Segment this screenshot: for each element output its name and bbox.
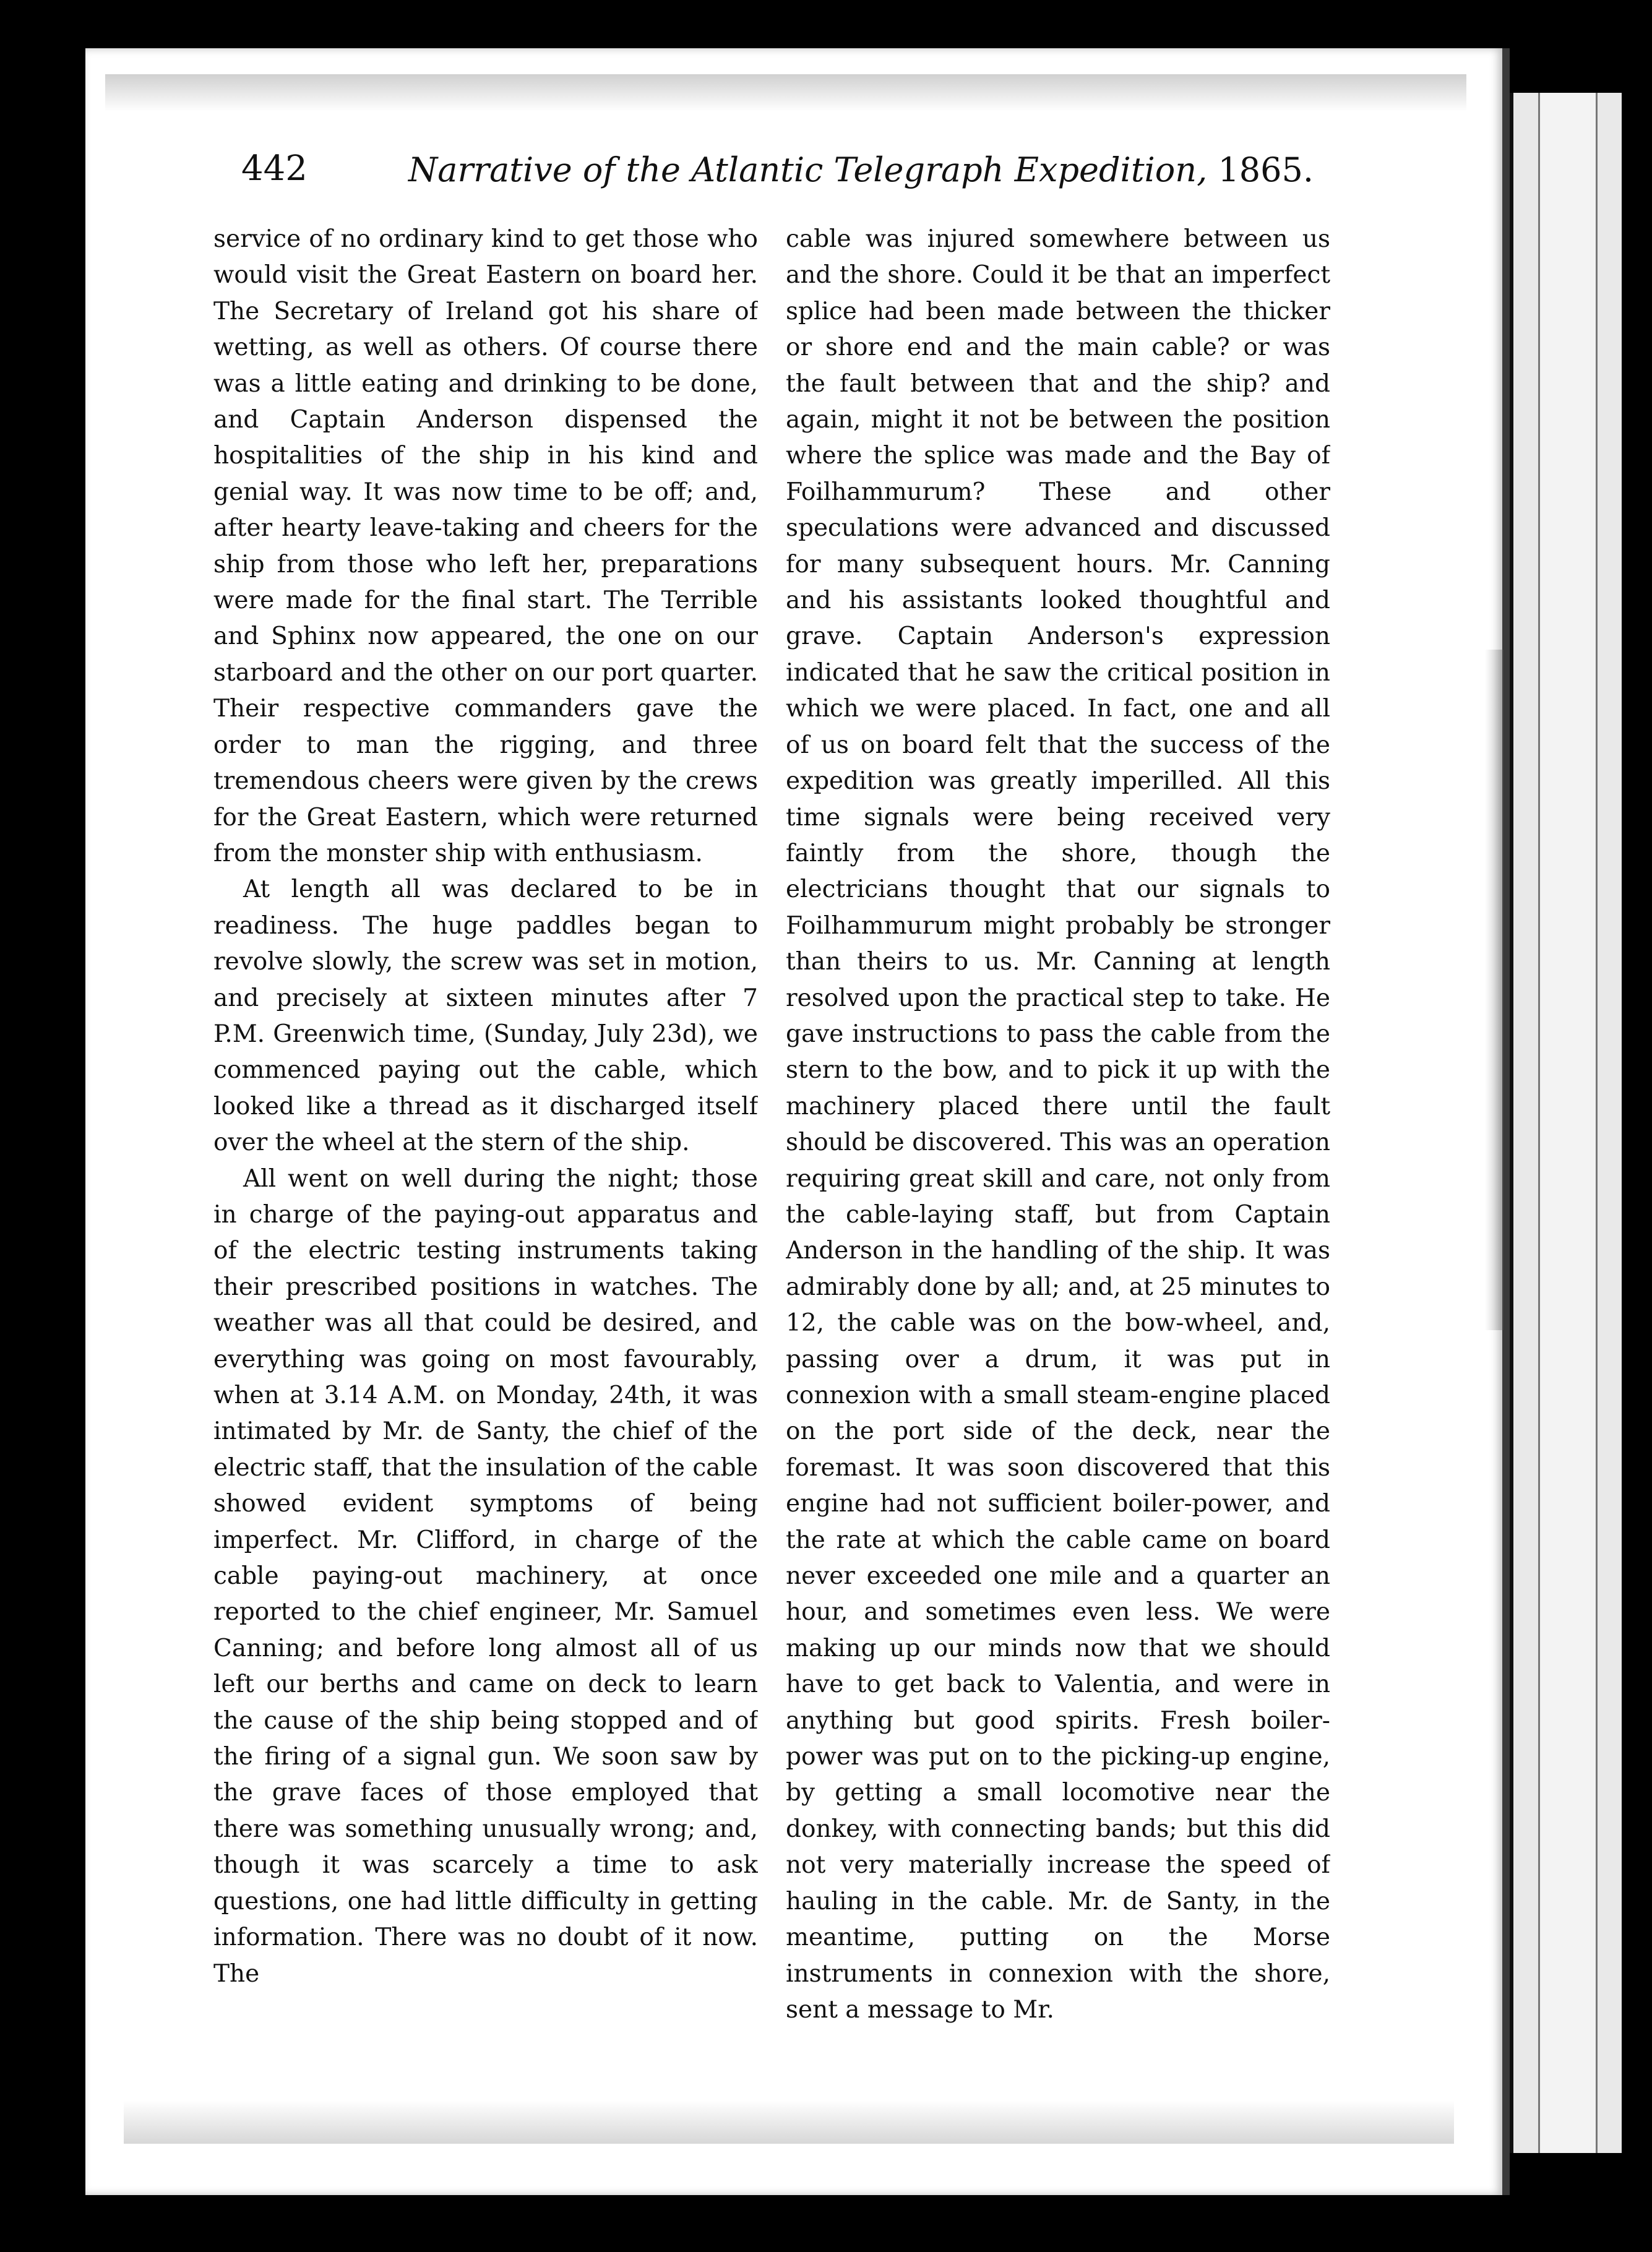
paragraph-night-fault: All went on well during the night; those in charge of the paying-out apparatus and of the electric testing instruments taking their prescribed positions in watches. The weather was all that could be desired, and everything was going on most favourably, when at 3.14 A.M. on Monday, 24th, it was intimated by Mr. de Santy, the chief of the electric staff, that the insulation of the cable showed evident symptoms of being imperfect. Mr. Clifford, in charge of the cable paying-out machinery, at once reported to the chief engineer, Mr. Samuel Canning; and before long almost all of us left our berths and came on deck to learn the cause of the ship being stopped and of the firing of a signal gun. We soon saw by the grave faces of those employed that there was something unusually wrong; and, though it was scarcely a time to ask questions, one had little difficulty in getting information. There was no doubt of it now. The: [213, 1164, 758, 1988]
running-title-year: 1865.: [1218, 150, 1314, 189]
paragraph-cable-injury: cable was injured somewhere between us and the shore. Could it be that an imperfect splice had been made between the thicker or shore end and the main cable? or was the fault between that and the ship? and again, might it not be between the position where the splice was made and the Bay of Foilhammurum? These and other speculations were advanced and discussed for many subsequent hours. Mr. Canning and his assistants looked thoughtful and grave. Captain Anderson's expression indicated that he saw the critical position in which we were placed. In fact, one and all of us on board felt that the success of the expedition was greatly imperilled. All this time signals were being received very faintly from the shore, though the electricians thought that our signals to Foilhammurum might probably be stronger than theirs to us. Mr. Canning at length resolved upon the practical step to take. He gave instructions to pass the cable from the stern to the bow, and to pick it up with the machinery placed there until the fault should be discovered. This was an operation requiring great skill and care, not only from the cable-laying staff, but from Captain Anderson in the handling of the ship. It was admirably done by all; and, at 25 minutes to 12, the cable was on the bow-wheel, and, passing over a drum, it was put in connexion with a small steam-engine placed on the port side of the deck, near the foremast. It was soon discovered that this engine had not sufficient boiler-power, and the rate at which the cable came on board never exceeded one mile and a quarter an hour, and sometimes even less. We were making up our minds now that we should have to get back to Valentia, and were in anything but good spirits. Fresh boiler-power was put on to the picking-up engine, by getting a small locomotive near the donkey, with connecting bands; but this did not very materially increase the speed of hauling in the cable. Mr. de Santy, in the meantime, putting on the Morse instruments in connexion with the shore, sent a message to Mr.: [786, 225, 1330, 2024]
page-edge-stain: [1485, 650, 1504, 1330]
right-column: [786, 221, 1330, 2065]
paragraph-departure: At length all was declared to be in readiness. The huge paddles began to revolve slowly, the screw was set in motion, and precisely at sixteen minutes after 7 P.M. Greenwich time, (Sunday, July 23d), we commenced paying out the cable, which looked like a thread as it discharged itself over the wheel at the stern of the ship.: [213, 875, 758, 1157]
adjacent-page-strip: [1538, 93, 1598, 2153]
left-column: [213, 221, 758, 2065]
page-number: 442: [241, 148, 308, 189]
running-title: [408, 148, 1314, 192]
bottom-scan-smudge: [124, 2100, 1454, 2144]
top-scan-smudge: [105, 74, 1466, 111]
running-header: [241, 147, 1314, 197]
running-title-text: Narrative of the Atlantic Telegraph Expedition,: [408, 150, 1208, 189]
paragraph-continued: service of no ordinary kind to get those who would visit the Great Eastern on board her. The Secretary of Ireland got his share of wetting, as well as others. Of course there was a little eating and drinking to be done, and Captain Anderson dispensed the hospitalities of the ship in his kind and genial way. It was now time to be off; and, after hearty leave-taking and cheers for the ship from those who left her, preparations were made for the final start. The Terrible and Sphinx now appeared, the one on our starboard and the other on our port quarter. Their respective commanders gave the order to man the rigging, and three tremendous cheers were given by the crews for the Great Eastern, which were returned from the monster ship with enthusiasm.: [213, 225, 758, 867]
adjacent-page-edge: [1510, 93, 1622, 2153]
